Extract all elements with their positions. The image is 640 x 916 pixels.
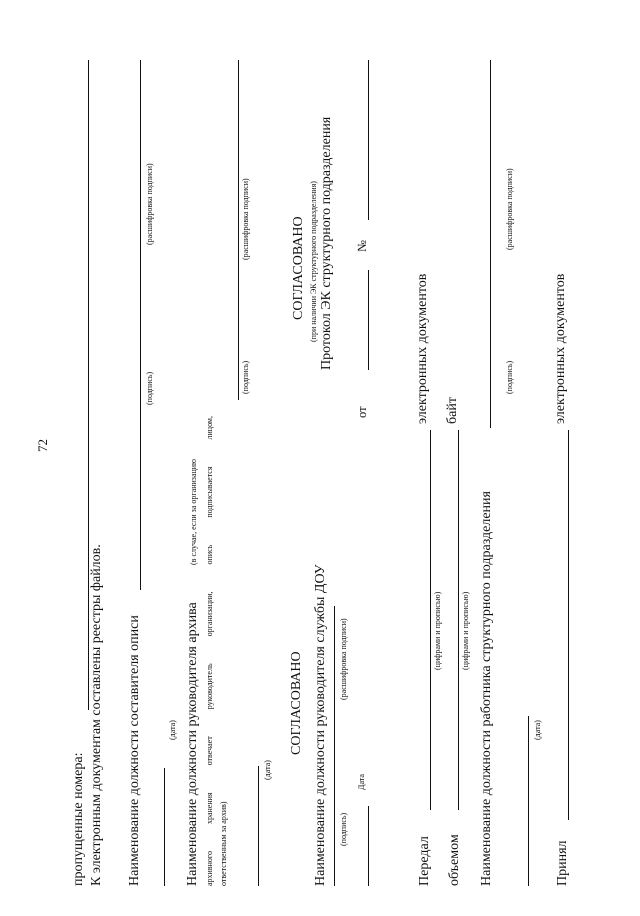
handed-electronic-docs: электронных документов bbox=[415, 273, 430, 424]
archive-head-decoding-caption: (расшифровка подписи) bbox=[241, 178, 250, 260]
bytes-label: байт bbox=[445, 397, 460, 424]
approval-dou-date-line bbox=[368, 806, 369, 886]
approval-dou-signature-line bbox=[334, 606, 335, 886]
approval-ek-number-label: № bbox=[355, 240, 369, 252]
staff-decoding-caption: (расшифровка подписи) bbox=[505, 168, 514, 250]
approval-ek-date-line bbox=[368, 270, 369, 370]
approval-ek-from-label: от bbox=[355, 406, 369, 418]
received-count-line bbox=[568, 430, 569, 820]
approval-dou-position-label: Наименование должности руководителя службы ДОУ bbox=[313, 564, 328, 886]
compiler-decoding-caption: (расшифровка подписи) bbox=[145, 163, 154, 245]
archive-head-date-line bbox=[258, 766, 259, 886]
compiler-signature-caption: (подпись) bbox=[145, 371, 154, 405]
approval-ek-number-line bbox=[368, 60, 369, 220]
archive-head-position-label: Наименование должности руководителя архива bbox=[185, 602, 200, 886]
volume-line bbox=[458, 430, 459, 810]
compiler-position-label: Наименование должности составителя описи bbox=[127, 615, 142, 886]
missing-numbers-label: пропущенные номера: bbox=[71, 752, 86, 886]
archive-head-note-3: ответственным за архив) bbox=[219, 801, 228, 886]
staff-position-label: Наименование должности работника структурного подразделения bbox=[479, 491, 494, 886]
archive-head-note-2: архивного хранения отвечает руководитель организации, опись подписывается лицом, bbox=[205, 416, 214, 886]
received-label: Принял bbox=[555, 840, 570, 886]
staff-date-caption: (дата) bbox=[533, 720, 542, 740]
approval-ek-heading: СОГЛАСОВАНО bbox=[291, 216, 306, 320]
archive-head-signature-line bbox=[238, 60, 239, 400]
handed-label: Передал bbox=[417, 836, 432, 886]
staff-signature-caption: (подпись) bbox=[505, 360, 514, 394]
received-electronic-docs: электронных документов bbox=[553, 273, 568, 424]
approval-dou-heading: СОГЛАСОВАНО bbox=[289, 651, 304, 755]
handed-count-line bbox=[430, 430, 431, 810]
approval-dou-decoding-caption: (расшифровка подписи) bbox=[339, 618, 348, 700]
staff-date-line bbox=[528, 716, 529, 886]
approval-ek-subnote: (при наличии ЭК структурного подразделения) bbox=[309, 181, 318, 342]
approval-dou-date-label: Дата bbox=[357, 774, 366, 790]
page-number: 72 bbox=[35, 439, 50, 452]
compiler-signature-line bbox=[140, 60, 141, 590]
registry-note: К электронным документам составлены реестры файлов. bbox=[89, 544, 104, 886]
approval-ek-protocol-label: Протокол ЭК структурного подразделения bbox=[319, 116, 334, 370]
staff-signature-line bbox=[490, 60, 491, 428]
volume-digits-caption: (цифрами и прописью) bbox=[461, 591, 470, 670]
approval-dou-signature-caption: (подпись) bbox=[339, 812, 348, 846]
inventory-form-content bbox=[66, 54, 586, 890]
archive-head-note-1: (в случае, если за организацию bbox=[189, 458, 198, 565]
archive-head-date-caption: (дата) bbox=[263, 760, 272, 780]
handed-digits-caption: (цифрами и прописью) bbox=[433, 591, 442, 670]
compiler-date-caption: (дата) bbox=[168, 720, 177, 740]
volume-label: объемом bbox=[447, 834, 462, 886]
archive-head-signature-caption: (подпись) bbox=[241, 360, 250, 394]
compiler-date-line bbox=[164, 768, 165, 886]
